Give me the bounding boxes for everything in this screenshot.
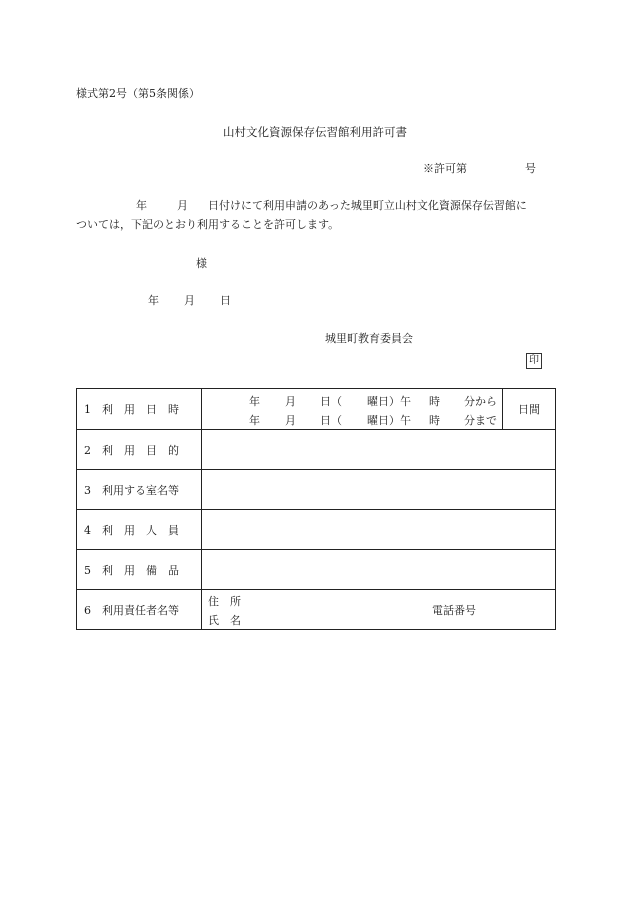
row-label-purpose: 2 利 用 目 的 <box>77 430 202 470</box>
purpose-value <box>202 430 556 470</box>
address-label: 住 所 <box>208 595 241 608</box>
phone-label: 電話番号 <box>432 604 476 617</box>
body-line-1 <box>76 197 527 213</box>
table-row <box>77 389 556 430</box>
row-label-people: 4 利 用 人 員 <box>77 510 202 550</box>
permit-suffix: 号 <box>525 162 536 175</box>
table-row <box>77 470 556 510</box>
row-label-rooms: 3 利用する室名等 <box>77 470 202 510</box>
responsible-cell <box>202 590 556 630</box>
permit-details-table <box>76 388 556 630</box>
name-label: 氏 名 <box>208 614 241 627</box>
rooms-value <box>202 470 556 510</box>
issuer-name: 城里町教育委員会 <box>325 332 413 345</box>
datetime-to: 年 月 日（ 曜日）午 時 分まで <box>249 414 497 427</box>
issue-year: 年 <box>148 294 159 307</box>
app-date-year: 年 <box>136 199 147 212</box>
document-title: 山村文化資源保存伝習館利用許可書 <box>223 125 407 139</box>
body-line-2: ついては，下記のとおり利用することを許可します。 <box>76 218 340 231</box>
equipment-value <box>202 550 556 590</box>
form-number: 様式第2号（第5条関係） <box>76 87 200 100</box>
app-date-month: 月 <box>177 199 188 212</box>
table-row <box>77 430 556 470</box>
table-row <box>77 590 556 630</box>
issue-month: 月 <box>184 294 195 307</box>
issue-date <box>148 292 231 308</box>
table-row <box>77 550 556 590</box>
people-value <box>202 510 556 550</box>
row-label-responsible: 6 利用責任者名等 <box>77 590 202 630</box>
datetime-from: 年 月 日（ 曜日）午 時 分から <box>249 395 497 408</box>
table-row <box>77 510 556 550</box>
permit-number <box>423 160 536 176</box>
datetime-cell <box>202 389 503 430</box>
row-label-datetime: 1 利 用 日 時 <box>77 389 202 430</box>
seal-mark: 印 <box>526 353 542 369</box>
issue-day: 日 <box>220 294 231 307</box>
body-text-1: 日付けにて利用申請のあった城里町立山村文化資源保存伝習館に <box>208 199 527 212</box>
row-label-equipment: 5 利 用 備 品 <box>77 550 202 590</box>
permit-prefix: ※許可第 <box>423 162 467 175</box>
recipient-honorific: 様 <box>196 257 207 270</box>
days-cell: 日間 <box>503 389 556 430</box>
